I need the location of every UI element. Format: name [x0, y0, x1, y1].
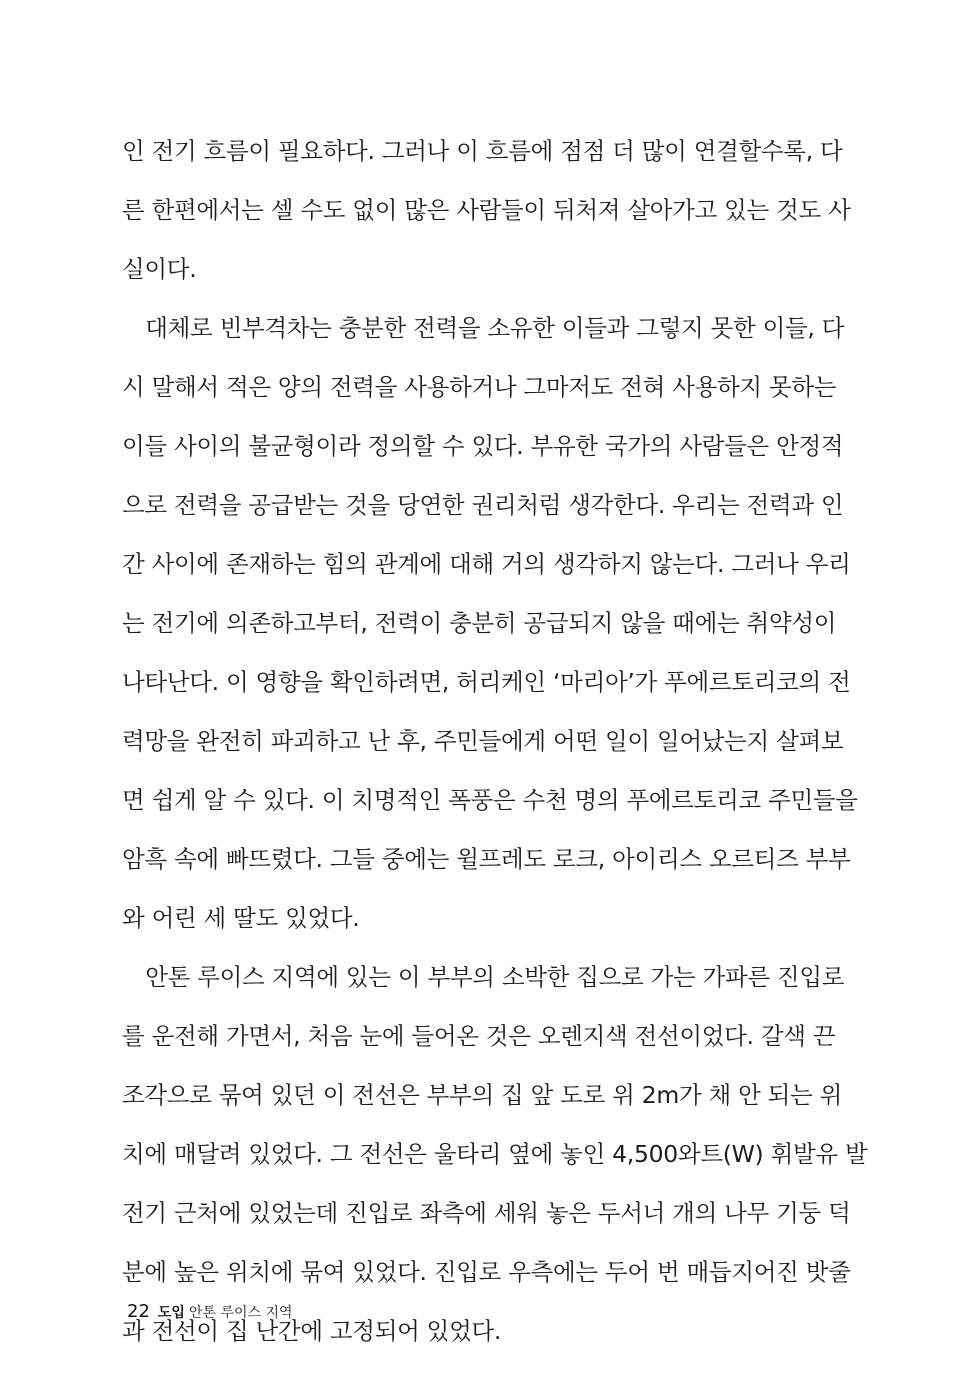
page-footer	[127, 1299, 293, 1325]
text-line: 전기 근처에 있었는데 진입로 좌측에 세워 놓은 두서너 개의 나무 기둥 덕	[122, 1199, 851, 1227]
text-line: 인 전기 흐름이 필요하다. 그러나 이 흐름에 점점 더 많이 연결할수록, 다	[122, 137, 843, 165]
text-line: 른 한편에서는 셀 수도 없이 많은 사람들이 뒤처져 살아가고 있는 것도 사	[122, 196, 851, 224]
text-line: 실이다.	[122, 255, 197, 283]
text-line: 시 말해서 적은 양의 전력을 사용하거나 그마저도 전혀 사용하지 못하는	[122, 373, 837, 401]
text-line: 안톤 루이스 지역에 있는 이 부부의 소박한 집으로 가는 가파른 진입로	[122, 963, 845, 991]
text-line: 으로 전력을 공급받는 것을 당연한 권리처럼 생각한다. 우리는 전력과 인	[122, 491, 844, 519]
text-line: 이들 사이의 불균형이라 정의할 수 있다. 부유한 국가의 사람들은 안정적	[122, 432, 844, 460]
text-line: 력망을 완전히 파괴하고 난 후, 주민들에게 어떤 일이 일어났는지 살펴보	[122, 727, 844, 755]
text-line: 면 쉽게 알 수 있다. 이 치명적인 폭풍은 수천 명의 푸에르토리코 주민들을	[122, 786, 858, 814]
text-line: 와 어린 세 딸도 있었다.	[122, 904, 360, 932]
text-line: 나타난다. 이 영향을 확인하려면, 허리케인 ‘마리아’가 푸에르토리코의 전	[122, 668, 851, 696]
page-body-text	[122, 122, 868, 1361]
chapter-title: 안톤 루이스 지역	[188, 1305, 293, 1321]
text-line: 조각으로 묶여 있던 이 전선은 부부의 집 앞 도로 위 2m가 채 안 되는 위	[122, 1081, 843, 1109]
text-line: 를 운전해 가면서, 처음 눈에 들어온 것은 오렌지색 전선이었다. 갈색 끈	[122, 1022, 836, 1050]
text-line: 과 전선이 집 난간에 고정되어 있었다.	[122, 1317, 502, 1345]
text-line: 대체로 빈부격차는 충분한 전력을 소유한 이들과 그렇지 못한 이들, 다	[122, 314, 845, 342]
text-line: 는 전기에 의존하고부터, 전력이 충분히 공급되지 않을 때에는 취약성이	[122, 609, 837, 637]
text-line: 암흑 속에 빠뜨렸다. 그들 중에는 윌프레도 로크, 아이리스 오르티즈 부부	[122, 845, 851, 873]
text-line: 치에 매달려 있었다. 그 전선은 울타리 옆에 놓인 4,500와트(W) 휘발유 발	[122, 1140, 868, 1168]
text-line: 간 사이에 존재하는 힘의 관계에 대해 거의 생각하지 않는다. 그러나 우리	[122, 550, 851, 578]
text-line: 분에 높은 위치에 묶여 있었다. 진입로 우측에는 두어 번 매듭지어진 밧줄	[122, 1258, 851, 1286]
section-label: 도입	[157, 1305, 185, 1321]
page-number: 22	[127, 1301, 150, 1322]
